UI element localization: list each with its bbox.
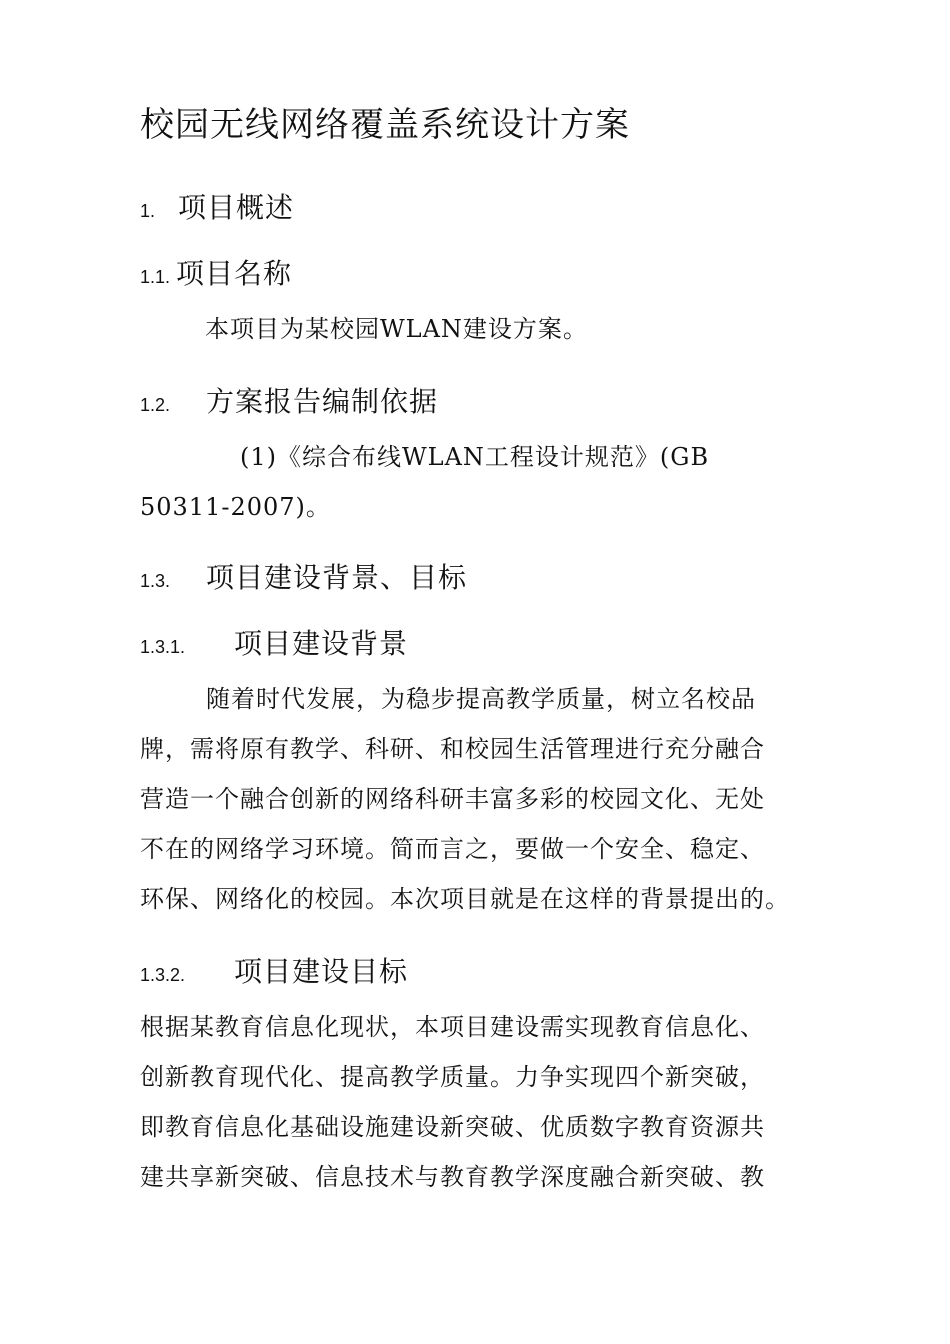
section-title: 方案报告编制依据	[206, 385, 439, 418]
paragraph-line: 牌，需将原有教学、科研、和校园生活管理进行充分融合	[140, 735, 765, 763]
section-title: 项目概述	[178, 191, 295, 224]
section-number: 1.1.	[140, 267, 171, 287]
section-title: 项目建设背景、目标	[206, 561, 468, 594]
section-heading-1	[140, 186, 294, 226]
paragraph-line: (1)《综合布线WLAN工程设计规范》(GB	[240, 443, 710, 471]
section-number: 1.2.	[140, 395, 171, 415]
paragraph-line: 50311-2007)。	[140, 493, 331, 521]
document-title: 校园无线网络覆盖系统设计方案	[140, 105, 630, 145]
paragraph-line: 建共享新突破、信息技术与教育教学深度融合新突破、教	[140, 1163, 765, 1191]
paragraph-line: 即教育信息化基础设施建设新突破、优质数字教育资源共	[140, 1113, 765, 1141]
section-number: 1.3.2.	[140, 965, 186, 985]
paragraph-line: 根据某教育信息化现状，本项目建设需实现教育信息化、	[140, 1013, 765, 1041]
paragraph-line: 创新教育现代化、提高教学质量。力争实现四个新突破，	[140, 1063, 765, 1091]
paragraph-line: 本项目为某校园WLAN建设方案。	[205, 315, 588, 343]
section-number: 1.3.1.	[140, 637, 186, 657]
section-heading-1-2	[140, 380, 438, 420]
section-heading-1-3	[140, 556, 467, 596]
section-number: 1.3.	[140, 571, 171, 591]
project-name-paragraph	[205, 304, 805, 354]
section-number: 1.	[140, 201, 156, 221]
basis-paragraph	[140, 432, 830, 532]
section-heading-1-3-2	[140, 950, 408, 990]
paragraph-line: 环保、网络化的校园。本次项目就是在这样的背景提出的。	[140, 885, 790, 913]
section-heading-1-3-1	[140, 622, 408, 662]
paragraph-line: 不在的网络学习环境。简而言之，要做一个安全、稳定、	[140, 835, 765, 863]
goal-paragraph	[140, 1002, 830, 1202]
paragraph-line: 随着时代发展，为稳步提高教学质量，树立名校品	[206, 685, 756, 713]
section-title: 项目名称	[176, 257, 293, 290]
section-title: 项目建设目标	[234, 955, 409, 988]
section-title: 项目建设背景	[234, 627, 409, 660]
background-paragraph	[140, 674, 830, 924]
section-heading-1-1	[140, 252, 292, 292]
paragraph-line: 营造一个融合创新的网络科研丰富多彩的校园文化、无处	[140, 785, 765, 813]
